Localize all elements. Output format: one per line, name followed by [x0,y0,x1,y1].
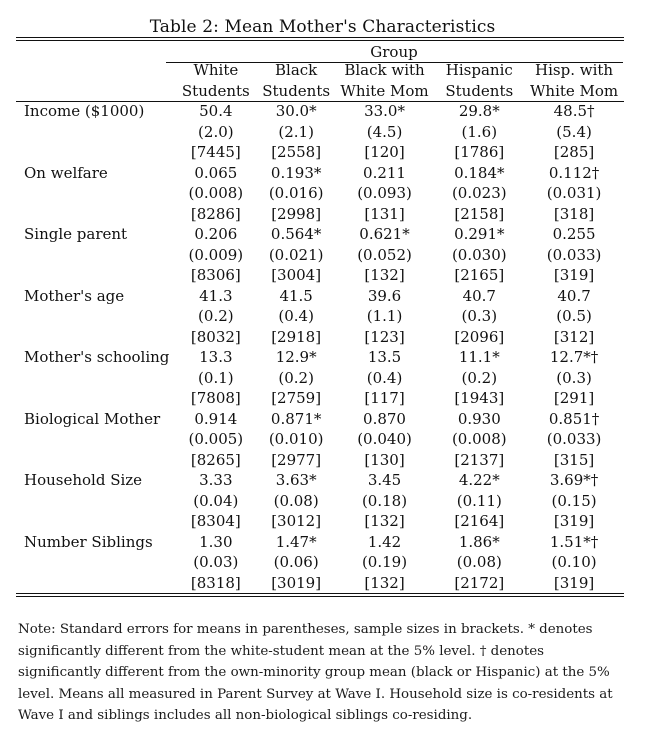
row-label-blank [16,573,174,594]
row-label-blank [16,265,174,286]
std-error-cell: (0.19) [361,553,408,571]
sample-size-cell: [2137] [454,450,505,469]
mean-cell: 39.6 [367,286,402,305]
std-error-cell: (0.093) [357,184,412,202]
col-header: Hisp. with [535,61,614,79]
mean-cell: 12.9* [275,348,317,366]
std-error-cell: (0.005) [188,430,244,448]
sample-size-cell: [130] [364,450,405,469]
table-row [16,470,624,491]
mean-cell: 0.871* [270,409,322,428]
row-label-blank [16,552,174,573]
col-header: Hispanic [445,61,513,79]
sample-size-cell: [2998] [271,204,322,223]
std-error-cell: (0.009) [188,245,244,264]
sample-size-cell: [3004] [271,266,322,284]
table-row [16,347,624,368]
row-label-blank [16,122,174,143]
sample-size-cell: [131] [364,204,405,223]
std-error-cell: (0.010) [268,430,324,448]
table-row [16,368,624,389]
top-rule-1 [16,37,624,38]
std-error-cell: (5.4) [556,122,592,141]
sample-size-cell: [132] [364,573,405,592]
header-blank [16,60,174,81]
mean-cell: 0.065 [194,163,238,182]
table-row [16,204,624,225]
sample-size-cell: [8306] [190,266,241,284]
mean-cell: 40.7 [557,286,591,305]
table-note: Note: Standard errors for means in parentheses, sample sizes in brackets. * denotes significantly different from the white-student mean at the 5% level. † denotes significantly different from the own-minority group mean (black or Hispanic) at the 5% level. Means all measured in Parent Survey at Wave I. Household size is co-residents at Wave I and siblings includes all non-biological siblings co-residing. [18,622,613,723]
sample-size-cell: [117] [364,389,405,407]
mean-cell: 13.5 [367,348,402,366]
mean-cell: 13.3 [199,348,233,366]
mean-cell: 0.930 [457,409,501,428]
header-blank [16,81,174,102]
std-error-cell: (0.5) [556,307,592,325]
table-row [16,450,624,471]
std-error-cell: (0.11) [456,491,502,510]
row-label-blank [16,429,174,450]
std-error-cell: (0.18) [361,491,408,510]
characteristics-table [16,60,624,593]
std-error-cell: (0.023) [451,184,507,202]
table-row [16,552,624,573]
std-error-cell: (0.08) [273,491,319,510]
row-label: Income ($1000) [24,102,145,120]
mean-cell: 3.45 [367,471,402,489]
std-error-cell: (2.1) [278,122,314,141]
mean-cell: 3.63* [275,471,317,489]
std-error-cell: (0.008) [188,184,244,202]
sample-size-cell: [312] [553,327,595,346]
row-label: Biological Mother [24,409,161,428]
sample-size-cell: [8318] [190,573,241,592]
sample-size-cell: [2558] [271,143,322,161]
mean-cell: 0.255 [552,225,596,243]
std-error-cell: (0.2) [198,307,234,325]
std-error-cell: (0.033) [546,430,602,448]
row-label: On welfare [24,163,108,182]
table-row [16,409,624,430]
sample-size-cell: [291] [553,389,595,407]
std-error-cell: (4.5) [366,122,403,141]
mean-cell: 40.7 [462,286,496,305]
row-label: Number Siblings [24,532,153,551]
sample-size-cell: [1943] [454,389,505,407]
std-error-cell: (0.016) [268,184,324,202]
table-row [16,183,624,204]
sample-size-cell: [2164] [454,512,505,530]
table-row [16,491,624,512]
mean-cell: 11.1* [458,348,500,366]
sample-size-cell: [2096] [454,327,505,346]
bottom-rule-1 [16,593,624,594]
row-label-blank [16,306,174,327]
sample-size-cell: [2165] [454,266,505,284]
sample-size-cell: [2158] [454,204,505,223]
row-label-blank [16,368,174,389]
mean-cell: 3.69*† [549,471,599,489]
std-error-cell: (0.03) [193,553,239,571]
sample-size-cell: [319] [553,573,595,592]
sample-size-cell: [2172] [454,573,505,592]
sample-size-cell: [7808] [190,389,241,407]
table-row [16,429,624,450]
std-error-cell: (0.06) [273,553,319,571]
mean-cell: 0.112† [548,163,600,182]
col-header: Students [262,81,331,100]
table-row [16,245,624,266]
col-header: White Mom [529,81,619,100]
mean-cell: 30.0* [275,102,317,120]
std-error-cell: (0.021) [268,245,324,264]
mean-cell: 0.193* [270,163,322,182]
mean-cell: 0.851† [548,409,600,428]
mean-cell: 41.3 [199,286,233,305]
row-label-blank [16,491,174,512]
table-row [16,142,624,163]
sample-size-cell: [2977] [271,450,322,469]
bottom-rule-2 [16,596,624,597]
header-rule [16,101,624,102]
header-row-2 [16,81,624,102]
table-row [16,163,624,184]
table-row [16,122,624,143]
std-error-cell: (0.031) [546,184,602,202]
table-row [16,224,624,245]
std-error-cell: (2.0) [198,122,234,141]
row-label-blank [16,204,174,225]
row-label-blank [16,388,174,409]
std-error-cell: (1.6) [461,122,498,141]
table-row [16,532,624,553]
sample-size-cell: [2918] [271,327,322,346]
std-error-cell: (0.033) [546,245,602,264]
row-label: Mother's schooling [24,348,170,366]
mean-cell: 29.8* [458,102,500,120]
sample-size-cell: [132] [364,266,405,284]
top-rule-2 [16,40,624,41]
group-header: Group [370,43,418,61]
std-error-cell: (0.1) [198,368,234,387]
std-error-cell: (0.04) [193,491,239,510]
mean-cell: 48.5† [553,102,595,120]
row-label-blank [16,511,174,532]
row-label-blank [16,245,174,266]
row-label: Single parent [24,225,128,243]
mean-cell: 0.206 [194,225,238,243]
sample-size-cell: [132] [364,512,405,530]
std-error-cell: (0.2) [278,368,314,387]
row-label-blank [16,142,174,163]
table-row [16,101,624,122]
mean-cell: 0.621* [359,225,410,243]
row-label-blank [16,450,174,471]
row-label-blank [16,327,174,348]
mean-cell: 0.291* [454,225,505,243]
mean-cell: 0.184* [454,163,505,182]
sample-size-cell: [2759] [271,389,322,407]
mean-cell: 1.47* [275,532,317,551]
sample-size-cell: [8286] [190,204,241,223]
sample-size-cell: [123] [364,327,405,346]
std-error-cell: (0.08) [456,553,502,571]
mean-cell: 1.30 [199,532,233,551]
std-error-cell: (0.4) [278,307,314,325]
sample-size-cell: [8032] [190,327,241,346]
col-header: White Mom [340,81,429,100]
sample-size-cell: [8265] [190,450,241,469]
mean-cell: 0.914 [194,409,238,428]
std-error-cell: (0.4) [366,368,403,387]
std-error-cell: (0.2) [461,368,498,387]
mean-cell: 1.51*† [549,532,599,551]
sample-size-cell: [318] [553,204,595,223]
table-row [16,265,624,286]
mean-cell: 33.0* [364,102,405,120]
std-error-cell: (0.3) [461,307,498,325]
mean-cell: 41.5 [279,286,313,305]
col-header: Students [445,81,514,100]
mean-cell: 0.564* [270,225,322,243]
row-label-blank [16,183,174,204]
mean-cell: 50.4 [199,102,233,120]
col-header: Black [275,61,318,79]
std-error-cell: (0.008) [451,430,507,448]
std-error-cell: (1.1) [366,307,403,325]
std-error-cell: (0.030) [451,245,507,264]
std-error-cell: (0.3) [556,368,592,387]
sample-size-cell: [7445] [190,143,241,161]
std-error-cell: (0.052) [357,245,412,264]
sample-size-cell: [120] [364,143,405,161]
table-row [16,286,624,307]
col-header: Black with [344,61,425,79]
mean-cell: 0.211 [363,163,406,182]
std-error-cell: (0.10) [551,553,597,571]
table-row [16,327,624,348]
sample-size-cell: [285] [553,143,595,161]
mean-cell: 1.42 [367,532,402,551]
header-row-1 [16,60,624,81]
row-label: Household Size [24,471,143,489]
table-row [16,573,624,594]
mean-cell: 3.33 [199,471,233,489]
table-row [16,511,624,532]
sample-size-cell: [315] [553,450,595,469]
table-row [16,388,624,409]
sample-size-cell: [319] [553,266,595,284]
sample-size-cell: [8304] [190,512,241,530]
table-row [16,306,624,327]
col-header: Students [181,81,250,100]
sample-size-cell: [319] [553,512,595,530]
std-error-cell: (0.15) [551,491,597,510]
mean-cell: 12.7*† [549,348,599,366]
col-header: White [193,61,239,79]
mean-cell: 4.22* [458,471,500,489]
sample-size-cell: [1786] [454,143,505,161]
mean-cell: 1.86* [458,532,500,551]
mean-cell: 0.870 [363,409,406,428]
table-title: Table 2: Mean Mother's Characteristics [149,17,496,37]
sample-size-cell: [3019] [271,573,322,592]
std-error-cell: (0.040) [357,430,412,448]
sample-size-cell: [3012] [271,512,322,530]
row-label: Mother's age [24,286,125,305]
